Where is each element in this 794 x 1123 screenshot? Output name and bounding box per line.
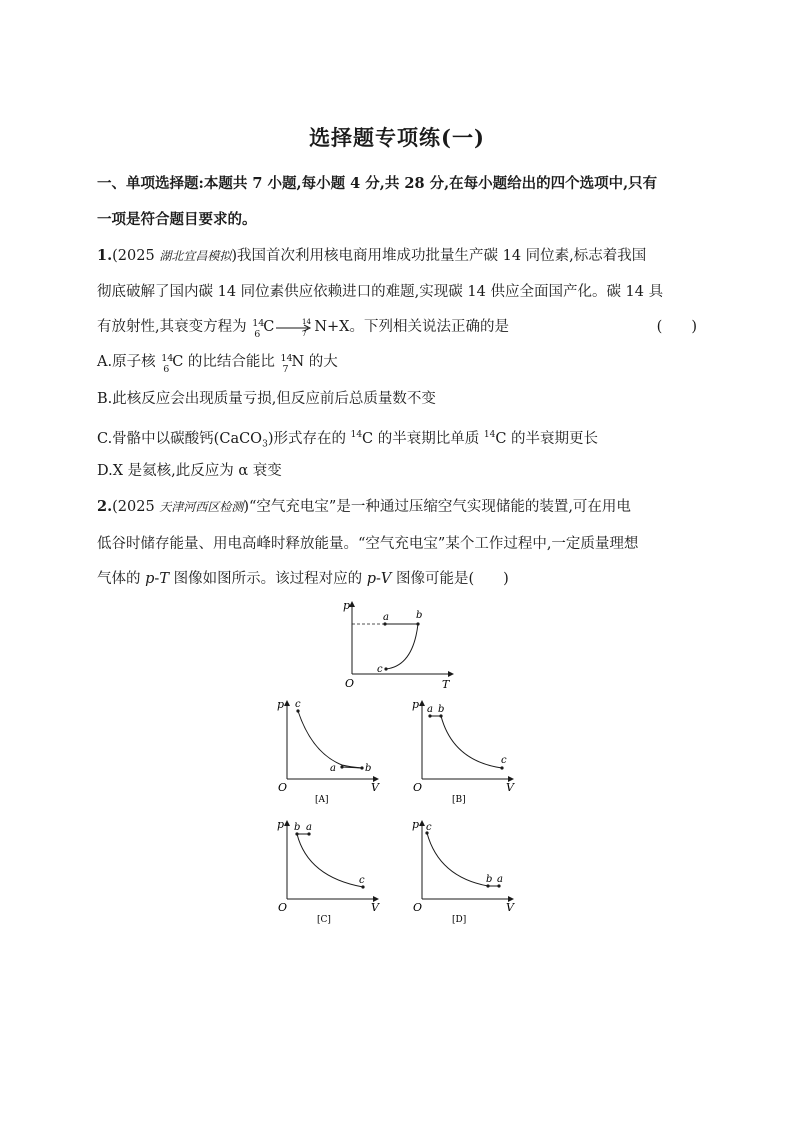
label-b: b bbox=[438, 704, 445, 715]
label-p: p bbox=[277, 698, 285, 711]
q1-number: 1. bbox=[97, 247, 113, 264]
label-v: V bbox=[506, 781, 514, 794]
section-heading-line1: 一、单项选择题:本题共 7 小题,每小题 4 分,共 28 分,在每小题给出的四个选项中,只有 bbox=[97, 175, 658, 192]
caption: [C] bbox=[317, 915, 331, 925]
curve bbox=[427, 833, 488, 886]
label-b: b bbox=[365, 763, 372, 774]
curve-cb bbox=[386, 624, 418, 669]
label-b: b bbox=[416, 610, 423, 621]
label-o: O bbox=[345, 677, 355, 690]
q1-stem-1: 我国首次利用核电商用堆成功批量生产碳 14 同位素,标志着我国 bbox=[237, 248, 647, 264]
figure-option-d[interactable] bbox=[405, 815, 520, 929]
q1-line3: 有放射性,其衰变方程为 14 6 C 14 7 N+X。下列相关说法正确的是 ( ) bbox=[97, 318, 697, 340]
label-c: c bbox=[377, 664, 383, 675]
label-v: V bbox=[371, 901, 379, 914]
q1-line1: 1.(2025 湖北宜昌模拟)我国首次利用核电商用堆成功批量生产碳 14 同位素,标志着我国 bbox=[97, 247, 647, 264]
decay-arrow bbox=[274, 317, 314, 337]
q2-number: 2. bbox=[97, 498, 113, 515]
segment-ab bbox=[342, 767, 362, 768]
point-b bbox=[416, 622, 419, 625]
q1-option-c[interactable]: C.骨骼中以碳酸钙(CaCO$_3$)形式存在的 $^{14}$C 的半衰期比单质 $^{14}$C 的半衰期更长 bbox=[97, 430, 599, 450]
c14-nuclide: 14 6 bbox=[161, 353, 174, 375]
label-b: b bbox=[294, 822, 301, 833]
label-a: a bbox=[383, 612, 389, 623]
point-c bbox=[384, 667, 387, 670]
q1-source: 湖北宜昌模拟 bbox=[159, 249, 232, 263]
label-a: a bbox=[306, 822, 312, 833]
figure-option-c[interactable] bbox=[270, 815, 385, 929]
label-c: c bbox=[426, 822, 432, 833]
q2-line3: 气体的 p-T 图像如图所示。该过程对应的 p-V 图像可能是( ) bbox=[97, 571, 509, 587]
q1-line2: 彻底破解了国内碳 14 同位素供应依赖进口的难题,实现碳 14 供应全面国产化。碳 14 具 bbox=[97, 284, 664, 300]
point-a bbox=[340, 765, 343, 768]
point-b bbox=[360, 766, 363, 769]
caption: [B] bbox=[452, 795, 466, 805]
label-p: p bbox=[277, 818, 285, 831]
q2-source: 天津河西区检测 bbox=[159, 500, 244, 514]
label-a: a bbox=[427, 704, 433, 715]
label-v: V bbox=[371, 781, 379, 794]
q1-option-b[interactable]: B.此核反应会出现质量亏损,但反应前后总质量数不变 bbox=[97, 391, 436, 407]
page-title: 选择题专项练(一) bbox=[309, 125, 485, 150]
figure-main-pt bbox=[335, 596, 465, 698]
label-b: b bbox=[486, 874, 493, 885]
section-heading-line2: 一项是符合题目要求的。 bbox=[97, 211, 257, 228]
label-a: a bbox=[497, 874, 503, 885]
label-p: p bbox=[412, 818, 420, 831]
curve bbox=[298, 711, 362, 768]
label-t: T bbox=[442, 678, 450, 691]
label-v: V bbox=[506, 901, 514, 914]
label-o: O bbox=[278, 781, 288, 794]
caption: [D] bbox=[452, 915, 467, 925]
label-o: O bbox=[413, 781, 423, 794]
figure-option-b[interactable] bbox=[405, 695, 520, 809]
n14-nuclide: 14 7 bbox=[280, 353, 293, 375]
q2-line2: 低谷时储存能量、用电高峰时释放能量。“空气充电宝”某个工作过程中,一定质量理想 bbox=[97, 536, 639, 552]
label-o: O bbox=[413, 901, 423, 914]
curve bbox=[441, 716, 502, 768]
n14-charge-small: 7 bbox=[302, 330, 307, 337]
n14-mass-small: 14 bbox=[302, 318, 312, 326]
label-a: a bbox=[330, 763, 336, 774]
q1-option-d[interactable]: D.X 是氦核,此反应为 α 衰变 bbox=[97, 463, 282, 479]
label-c: c bbox=[501, 755, 507, 766]
q1-option-a[interactable]: A.原子核 14 6 C 的比结合能比 14 7 N 的大 bbox=[97, 353, 338, 375]
curve bbox=[297, 834, 363, 887]
c14-nuclide: 14 6 bbox=[252, 318, 265, 340]
caption: [A] bbox=[315, 795, 329, 805]
label-c: c bbox=[359, 875, 365, 886]
figure-option-a[interactable] bbox=[270, 695, 385, 809]
label-c: c bbox=[295, 699, 301, 710]
label-p: p bbox=[343, 599, 351, 612]
point-c bbox=[500, 766, 503, 769]
q2-line1: 2.(2025 天津河西区检测)“空气充电宝”是一种通过压缩空气实现储能的装置,可在用电 bbox=[97, 498, 631, 515]
label-o: O bbox=[278, 901, 288, 914]
q1-answer-blank[interactable]: ( ) bbox=[656, 319, 697, 335]
q2-stem-1: “空气充电宝”是一种通过压缩空气实现储能的装置,可在用电 bbox=[249, 499, 631, 515]
label-p: p bbox=[412, 698, 420, 711]
